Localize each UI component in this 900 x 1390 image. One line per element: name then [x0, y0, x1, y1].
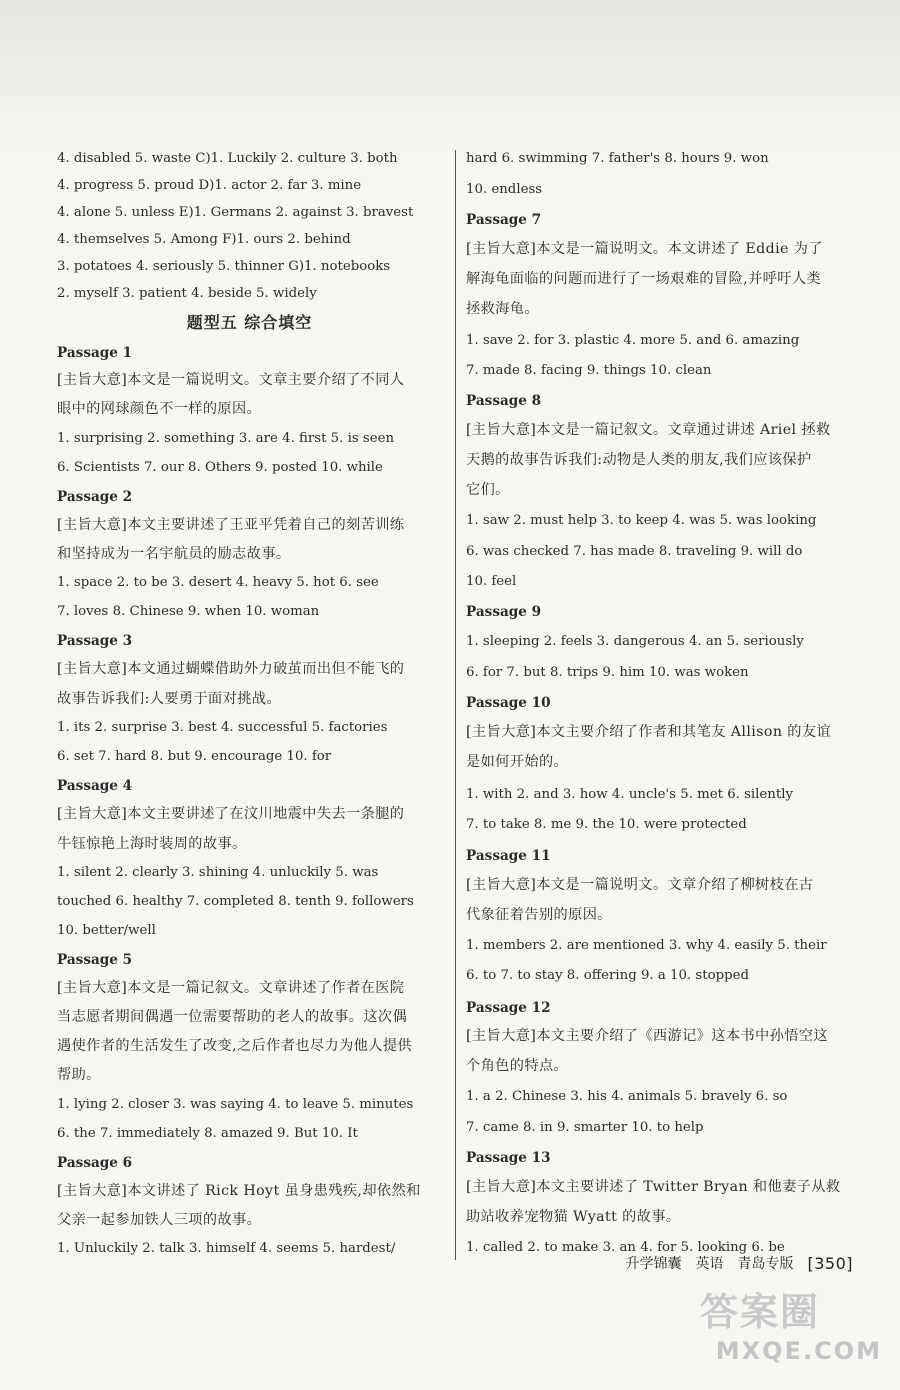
answer-line: 1. silent 2. clearly 3. shining 4. unluckily 5. was — [57, 865, 379, 880]
answer-line: 7. loves 8. Chinese 9. when 10. woman — [57, 604, 320, 619]
summary-line: [主旨大意]本文通过蝴蝶借助外力破茧而出但不能飞的 — [57, 661, 405, 677]
summary-line: 遇使作者的生活发生了改变,之后作者也尽力为他人提供 — [57, 1038, 413, 1054]
passage-heading: Passage 13 — [466, 1150, 551, 1166]
summary-line: [主旨大意]本文是一篇说明文。本文讲述了 Eddie 为了 — [466, 241, 823, 257]
passage-heading: Passage 10 — [466, 695, 551, 711]
answer-line: 10. feel — [466, 574, 517, 589]
page-footer — [625, 1251, 853, 1277]
answer-line: hard 6. swimming 7. father's 8. hours 9. won — [466, 151, 769, 166]
passage-heading: Passage 12 — [466, 1000, 551, 1016]
answer-line: 6. set 7. hard 8. but 9. encourage 10. for — [57, 749, 332, 764]
answer-line: 7. came 8. in 9. smarter 10. to help — [466, 1120, 704, 1135]
passage-heading: Passage 2 — [57, 489, 133, 505]
answer-line: 4. progress 5. proud D)1. actor 2. far 3. mine — [57, 178, 362, 193]
answer-line: 1. a 2. Chinese 3. his 4. animals 5. bravely 6. so — [466, 1089, 788, 1104]
summary-line: [主旨大意]本文主要介绍了《西游记》这本书中孙悟空这 — [466, 1028, 828, 1044]
answer-line: 1. with 2. and 3. how 4. uncle's 5. met 6. silently — [466, 787, 793, 802]
answer-line: 1. Unluckily 2. talk 3. himself 4. seems 5. hardest/ — [57, 1241, 396, 1256]
summary-line: 拯救海龟。 — [466, 301, 539, 317]
passage-heading: Passage 8 — [466, 393, 542, 409]
answer-line: 7. made 8. facing 9. things 10. clean — [466, 363, 712, 378]
summary-line: 解海龟面临的问题而进行了一场艰难的冒险,并呼吁人类 — [466, 271, 822, 287]
summary-line: 故事告诉我们:人要勇于面对挑战。 — [57, 691, 281, 707]
answer-line: 2. myself 3. patient 4. beside 5. widely — [57, 286, 317, 301]
summary-line: 眼中的网球颜色不一样的原因。 — [57, 401, 262, 417]
answer-line: 4. disabled 5. waste C)1. Luckily 2. culture 3. both — [57, 151, 398, 166]
answer-line: 6. the 7. immediately 8. amazed 9. But 10. It — [57, 1126, 358, 1141]
footer-book-title: 升学锦囊 — [625, 1256, 682, 1272]
footer-subject: 英语 — [695, 1256, 724, 1272]
page-number: [350] — [807, 1254, 853, 1273]
summary-line: [主旨大意]本文是一篇说明文。文章介绍了柳树枝在古 — [466, 877, 814, 893]
footer-edition: 青岛专版 — [737, 1256, 794, 1272]
answer-line: 3. potatoes 4. seriously 5. thinner G)1. notebooks — [57, 259, 391, 274]
watermark-domain: MXQE.COM — [715, 1337, 882, 1365]
summary-line: 个角色的特点。 — [466, 1058, 569, 1074]
answer-line: 1. members 2. are mentioned 3. why 4. easily 5. their — [466, 938, 827, 953]
answer-line: 1. save 2. for 3. plastic 4. more 5. and 6. amazing — [466, 333, 800, 348]
passage-heading: Passage 3 — [57, 633, 133, 649]
summary-line: 代象征着告别的原因。 — [466, 907, 612, 923]
answer-line: 10. endless — [466, 182, 543, 197]
summary-line: 当志愿者期间偶遇一位需要帮助的老人的故事。这次偶 — [57, 1009, 408, 1025]
passage-heading: Passage 11 — [466, 848, 551, 864]
top-shadow — [0, 0, 900, 150]
answer-line: 1. its 2. surprise 3. best 4. successful 5. factories — [57, 720, 388, 735]
answer-line: 1. saw 2. must help 3. to keep 4. was 5. was looking — [466, 513, 817, 528]
answer-line: 10. better/well — [57, 923, 156, 938]
answer-line: 1. sleeping 2. feels 3. dangerous 4. an 5. seriously — [466, 634, 804, 649]
section-title: 题型五 综合填空 — [186, 313, 313, 332]
answer-line: 1. space 2. to be 3. desert 4. heavy 5. hot 6. see — [57, 575, 379, 590]
summary-line: [主旨大意]本文是一篇说明文。文章主要介绍了不同人 — [57, 372, 405, 388]
summary-line: 它们。 — [466, 482, 510, 498]
summary-line: 帮助。 — [57, 1067, 101, 1083]
summary-line: 父亲一起参加铁人三项的故事。 — [57, 1212, 262, 1228]
summary-line: [主旨大意]本文主要讲述了 Twitter Bryan 和他妻子从救 — [466, 1179, 841, 1195]
answer-line: 6. to 7. to stay 8. offering 9. a 10. stopped — [466, 968, 749, 983]
summary-line: [主旨大意]本文主要讲述了在汶川地震中失去一条腿的 — [57, 806, 405, 822]
answer-line: 6. was checked 7. has made 8. traveling 9. will do — [466, 544, 803, 559]
summary-line: 是如何开始的。 — [466, 754, 569, 770]
answer-line: 6. for 7. but 8. trips 9. him 10. was woken — [466, 665, 749, 680]
answer-line: touched 6. healthy 7. completed 8. tenth 9. followers — [57, 894, 414, 909]
watermark-logo — [700, 1288, 890, 1384]
passage-heading: Passage 9 — [466, 604, 542, 620]
answer-line: 4. alone 5. unless E)1. Germans 2. against 3. bravest — [57, 205, 414, 220]
answer-line: 6. Scientists 7. our 8. Others 9. posted 10. while — [57, 460, 383, 475]
summary-line: 牛钰惊艳上海时装周的故事。 — [57, 836, 247, 852]
column-divider — [455, 150, 456, 1260]
passage-heading: Passage 6 — [57, 1155, 133, 1171]
watermark-mark: 答案圈 — [700, 1290, 821, 1334]
summary-line: [主旨大意]本文是一篇记叙文。文章通过讲述 Ariel 拯救 — [466, 422, 831, 438]
passage-heading: Passage 7 — [466, 212, 542, 228]
answer-line: 1. called 2. to make 3. an 4. for 5. looking 6. be — [466, 1240, 785, 1255]
passage-heading: Passage 4 — [57, 778, 133, 794]
summary-line: [主旨大意]本文讲述了 Rick Hoyt 虽身患残疾,却依然和 — [57, 1183, 421, 1199]
summary-line: [主旨大意]本文主要介绍了作者和其笔友 Allison 的友谊 — [466, 724, 832, 740]
summary-line: 天鹅的故事告诉我们:动物是人类的朋友,我们应该保护 — [466, 452, 812, 468]
summary-line: [主旨大意]本文主要讲述了王亚平凭着自己的刻苦训练 — [57, 517, 405, 533]
answer-line: 1. surprising 2. something 3. are 4. first 5. is seen — [57, 431, 395, 446]
passage-heading: Passage 1 — [57, 345, 133, 361]
summary-line: 助站收养宠物猫 Wyatt 的故事。 — [466, 1209, 681, 1225]
summary-line: 和坚持成为一名宇航员的励志故事。 — [57, 546, 291, 562]
answer-line: 7. to take 8. me 9. the 10. were protected — [466, 817, 747, 832]
answer-line: 1. lying 2. closer 3. was saying 4. to leave 5. minutes — [57, 1097, 414, 1112]
summary-line: [主旨大意]本文是一篇记叙文。文章讲述了作者在医院 — [57, 980, 405, 996]
passage-heading: Passage 5 — [57, 952, 133, 968]
answer-line: 4. themselves 5. Among F)1. ours 2. behind — [57, 232, 351, 247]
